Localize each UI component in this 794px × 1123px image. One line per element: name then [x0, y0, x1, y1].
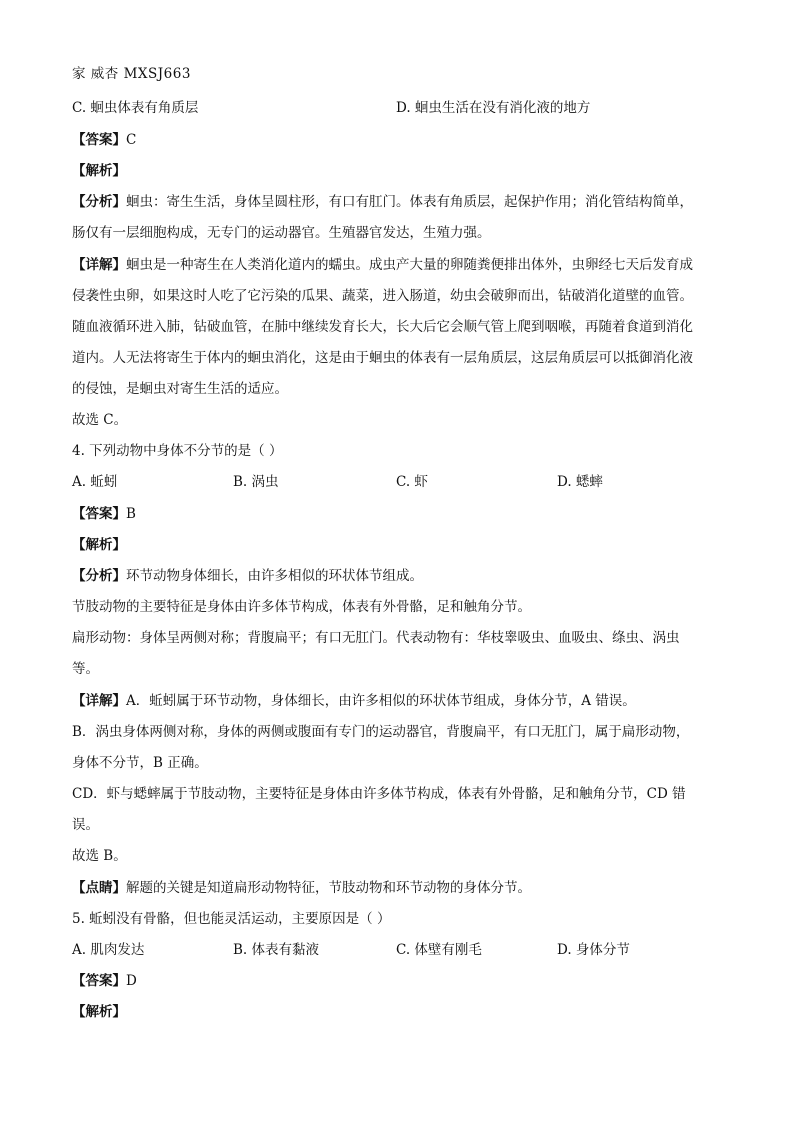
q4-xiangjie-line-4: CD．虾与蟋蟀属于节肢动物，主要特征是身体由许多体节构成，体表有外骨骼，足和触角分节，CD 错: [72, 786, 686, 802]
q3-analysis-tag: 【解析】: [72, 163, 126, 179]
q4-dianjing: [72, 878, 722, 898]
paragraph-text: 解题的关键是知道扁形动物特征，节肢动物和环节动物的身体分节。: [126, 880, 531, 896]
paragraph-text: 环节动物身体细长，由许多相似的环状体节组成。: [126, 568, 423, 584]
q3-xiangjie-line-1: [72, 255, 722, 275]
paragraph-text: A．蚯蚓属于环节动物，身体细长，由许多相似的环状体节组成，身体分节，A 错误。: [126, 693, 636, 709]
q4-xiangjie-line-1: [72, 691, 722, 711]
q3-option-d: D. 蛔虫生活在没有消化液的地方: [396, 100, 591, 116]
q4-xiangjie-line-3: 身体不分节，B 正确。: [72, 755, 208, 771]
q3-option-c: C. 蛔虫体表有角质层: [72, 100, 199, 116]
q5-answer: [72, 971, 722, 991]
q5-option-a: A. 肌肉发达: [72, 942, 145, 958]
q4-xiangjie-line-2: B．涡虫身体两侧对称，身体的两侧或腹面有专门的运动器官，背腹扁平，有口无肛门，属于扁形动物，: [72, 724, 690, 740]
q5-analysis-tag: 【解析】: [72, 1004, 126, 1020]
q3-conclusion: 故选 C。: [72, 412, 128, 428]
xiangjie-tag: 【详解】: [72, 693, 126, 709]
q4-answer: [72, 504, 722, 524]
q4-options: [72, 472, 722, 492]
q4-fenxi-line-3: 扁形动物：身体呈两侧对称；背腹扁平；有口无肛门。代表动物有：华枝睾吸虫、血吸虫、绦虫、涡虫: [72, 630, 680, 646]
fenxi-tag: 【分析】: [72, 568, 126, 584]
fenxi-tag: 【分析】: [72, 194, 126, 210]
answer-tag: 【答案】: [72, 506, 126, 522]
q4-question: 4. 下列动物中身体不分节的是（ ）: [72, 443, 283, 459]
xiangjie-tag: 【详解】: [72, 257, 126, 273]
q3-fenxi-line-1: [72, 192, 722, 212]
q3-options: [72, 98, 722, 118]
q4-fenxi-line-2: 节肢动物的主要特征是身体由许多体节构成，体表有外骨骼，足和触角分节。: [72, 599, 531, 615]
q4-analysis-tag: 【解析】: [72, 537, 126, 553]
q3-xiangjie-line-2: 侵袭性虫卵，如果这时人吃了它污染的瓜果、蔬菜，进入肠道，幼虫会破卵而出，钻破消化道壁的血管。: [72, 288, 693, 304]
q4-option-a: A. 蚯蚓: [72, 474, 118, 490]
answer-value: B: [126, 506, 136, 522]
answer-tag: 【答案】: [72, 973, 126, 989]
q3-fenxi-line-2: 肠仅有一层细胞构成，无专门的运动器官。生殖器官发达，生殖力强。: [72, 225, 491, 241]
paragraph-text: 蛔虫是一种寄生在人类消化道内的蠕虫。成虫产大量的卵随粪便排出体外，虫卵经七天后发育成: [126, 257, 693, 273]
q5-option-b: B. 体表有黏液: [233, 942, 320, 958]
dianjing-tag: 【点睛】: [72, 880, 126, 896]
q5-option-c: C. 体壁有刚毛: [396, 942, 482, 958]
q5-question: 5. 蚯蚓没有骨骼，但也能灵活运动，主要原因是（ ）: [72, 911, 391, 927]
q4-option-b: B. 涡虫: [233, 474, 279, 490]
q4-fenxi-line-4: 等。: [72, 661, 99, 677]
q4-xiangjie-line-5: 误。: [72, 817, 99, 833]
q3-answer: [72, 130, 722, 150]
q3-xiangjie-line-3: 随血液循环进入肺，钻破血管，在肺中继续发育长大，长大后它会顺气管上爬到咽喉，再随着食道到消化: [72, 319, 693, 335]
q4-option-c: C. 虾: [396, 474, 428, 490]
q3-xiangjie-line-5: 的侵蚀，是蛔虫对寄生生活的适应。: [72, 381, 288, 397]
paragraph-text: 蛔虫：寄生生活，身体呈圆柱形，有口有肛门。体表有角质层，起保护作用；消化管结构简单，: [126, 194, 693, 210]
answer-value: C: [126, 132, 137, 148]
answer-tag: 【答案】: [72, 132, 126, 148]
q4-option-d: D. 蟋蟀: [557, 474, 603, 490]
watermark-text: 家 威杏 MXSJ663: [72, 66, 191, 82]
q4-conclusion: 故选 B。: [72, 848, 127, 864]
q5-option-d: D. 身体分节: [557, 942, 630, 958]
q3-xiangjie-line-4: 道内。人无法将寄生于体内的蛔虫消化，这是由于蛔虫的体表有一层角质层，这层角质层可以抵御消化液: [72, 350, 693, 366]
answer-value: D: [126, 973, 137, 989]
q4-fenxi-line-1: [72, 566, 722, 586]
q5-options: [72, 940, 722, 960]
